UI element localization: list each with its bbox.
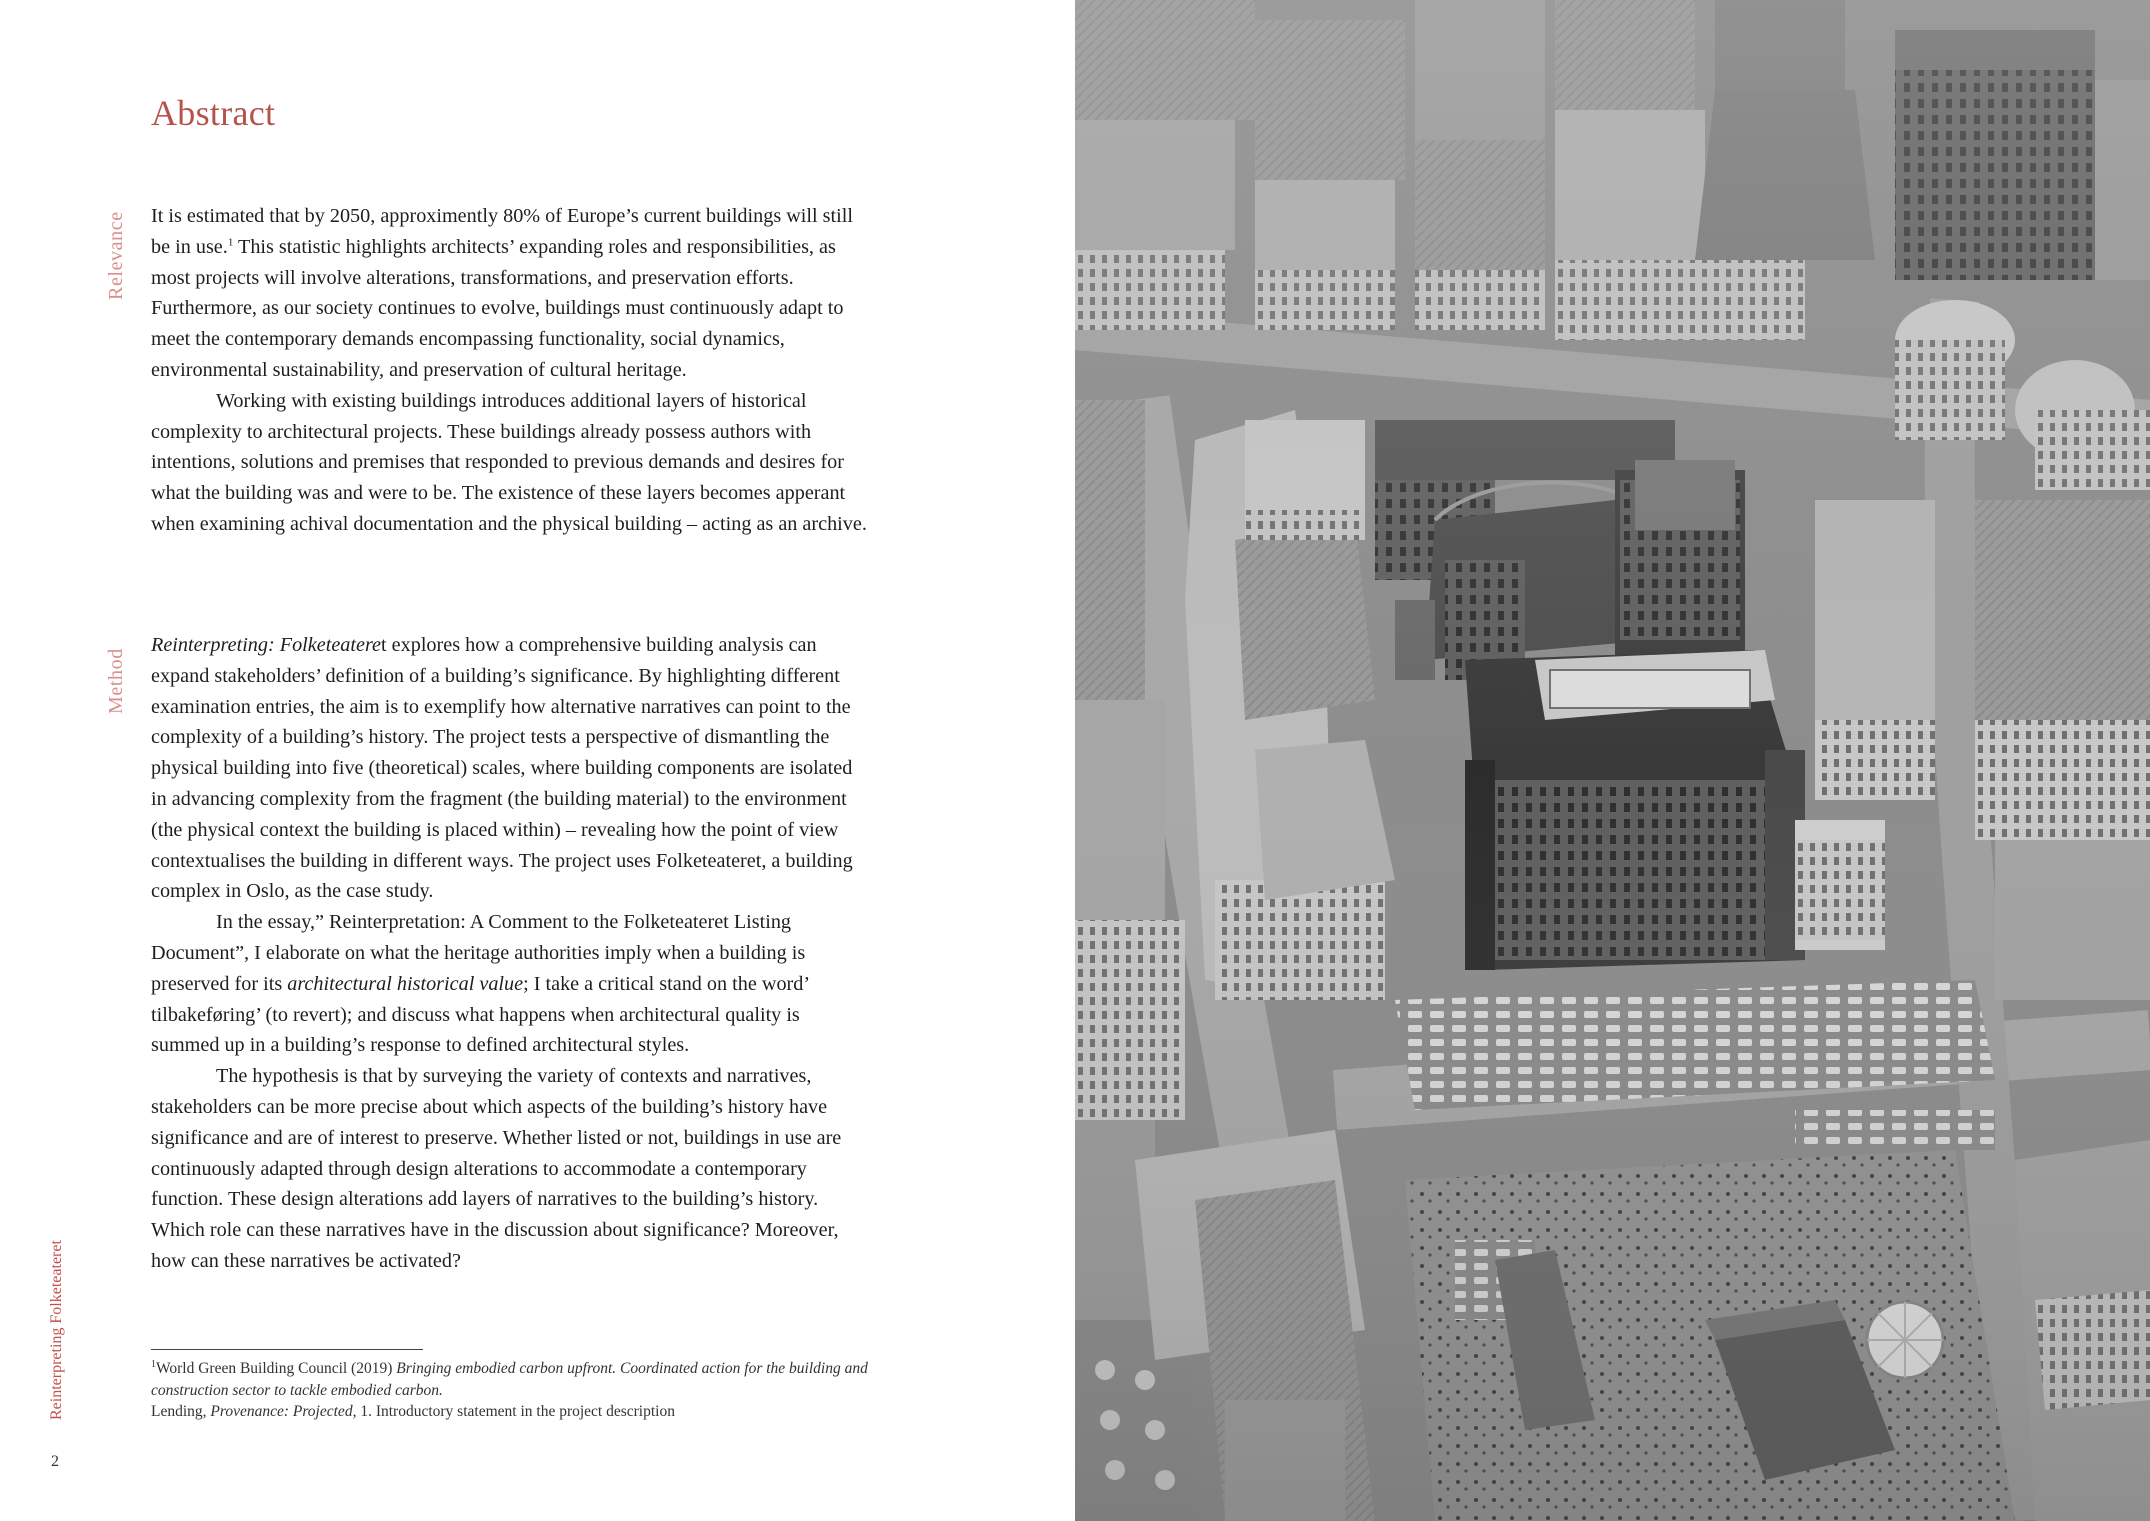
footnote-1-marker: 1 bbox=[151, 1358, 156, 1370]
project-title-italic: Reinterpreting: Folketeatere bbox=[151, 634, 382, 656]
method-p2-text-b: ; I take a critical stand on the word’ tilbakeføring’ (to revert); and discuss what happens when architectural quality is summed up in a building’s response to defined architectural styles. bbox=[151, 972, 809, 1057]
footnote-2-italic: Provenance: Projected, bbox=[210, 1403, 357, 1420]
side-label-method: Method bbox=[105, 648, 127, 714]
relevance-paragraph-2: Working with existing buildings introduces additional layers of historical complexity to architectural projects. These buildings already possess authors with intentions, solutions and premises that responded to previous demands and desires for what the building was and were to be. The existence of these layers becomes apperant when examining achival documentation and the physical building – acting as an archive. bbox=[151, 389, 867, 535]
footnote-ref-1: 1 bbox=[227, 236, 234, 249]
method-section bbox=[151, 630, 871, 1277]
aerial-city-photo bbox=[1075, 0, 2150, 1521]
page-number: 2 bbox=[51, 1453, 59, 1470]
relevance-p1-text-b: This statistic highlights architects’ expanding roles and responsibilities, as most projects will involve alterations, transformations, and preservation efforts. Furthermore, as our society continues to evolve, buildings must continuously adapt to meet the contemporary demands encompassing functionality, social dynamics, environmental sustainability, and preservation of cultural heritage. bbox=[151, 235, 844, 381]
relevance-section bbox=[151, 201, 871, 540]
side-label-relevance: Relevance bbox=[105, 211, 127, 300]
method-p1-text: t explores how a comprehensive building analysis can expand stakeholders’ definition of a building’s significance. By highlighting different examination entries, the aim is to exemplify how alternative narratives can point to the complexity of a building’s history. The project tests a perspective of dismantling the physical building into five (theoretical) scales, where building components are isolated in advancing complexity from the fragment (the building material) to the environment (the physical context the building is placed within) – revealing how the point of view contextualises the building in different ways. The project uses Folketeateret, a building complex in Oslo, as the case study. bbox=[151, 634, 853, 903]
method-paragraph-1 bbox=[151, 630, 871, 907]
footnote-1-italic: Bringing embodied carbon upfront. Coordinated action for the building and construction sector to tackle embodied carbon. bbox=[151, 1360, 868, 1399]
page-title: Abstract bbox=[151, 93, 276, 133]
method-p2-italic: architectural historical value bbox=[287, 972, 524, 995]
footnote-2 bbox=[151, 1401, 881, 1423]
footnote-divider bbox=[151, 1349, 423, 1350]
footnotes bbox=[151, 1358, 881, 1423]
relevance-p1-text-a: It is estimated that by 2050, approximently 80% of Europe’s current buildings will still be in use. bbox=[151, 205, 853, 258]
footnote-2-text-a: Lending, bbox=[151, 1403, 211, 1420]
relevance-paragraph-1 bbox=[151, 201, 871, 386]
footnote-1-text: World Green Building Council (2019) bbox=[156, 1360, 397, 1377]
method-paragraph-3: The hypothesis is that by surveying the variety of contexts and narratives, stakeholders can be more precise about which aspects of the building’s history have significance and are of interest to preserve. Whether listed or not, buildings in use are continuously adapted through design alterations to accommodate a contemporary function. These design alterations add layers of narratives to the building’s history. Which role can these narratives have in the discussion about significance? Moreover, how can these narratives be activated? bbox=[151, 1065, 842, 1272]
footnote-2-text-b: 1. Introductory statement in the project description bbox=[356, 1403, 675, 1420]
aerial-photo-illustration bbox=[1075, 0, 2150, 1521]
method-paragraph-2 bbox=[151, 907, 871, 1061]
running-title: Reinterpreting Folketeateret bbox=[48, 1240, 65, 1420]
method-p2-text-a: In the essay,” Reinterpretation: A Comment to the Folketeateret Listing Document”, I elaborate on what the heritage authorities imply when a building is preserved for its bbox=[151, 911, 806, 995]
footnote-1 bbox=[151, 1358, 881, 1401]
